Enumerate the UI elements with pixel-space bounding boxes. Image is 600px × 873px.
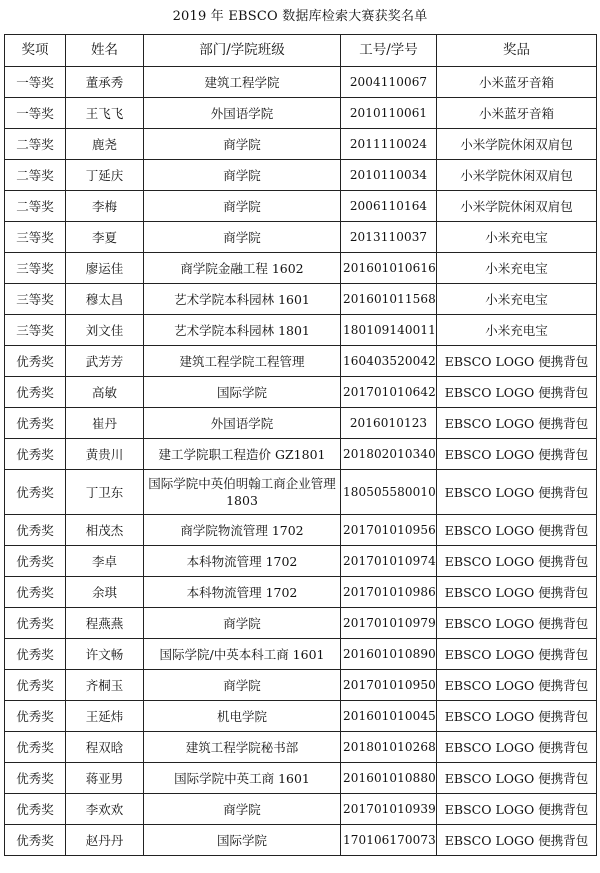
table-row — [5, 546, 597, 577]
department-cell: 本科物流管理 1702 — [144, 577, 341, 608]
header-department: 部门/学院班级 — [144, 35, 341, 67]
department-cell: 本科物流管理 1702 — [144, 546, 341, 577]
name-cell: 李夏 — [66, 222, 144, 253]
header-prize: 奖品 — [437, 35, 597, 67]
id-cell: 201701010986 — [341, 577, 437, 608]
department-cell: 建筑工程学院秘书部 — [144, 732, 341, 763]
award-cell: 优秀奖 — [5, 346, 66, 377]
award-cell: 优秀奖 — [5, 577, 66, 608]
table-row — [5, 639, 597, 670]
id-cell: 201701010950 — [341, 670, 437, 701]
table-row — [5, 191, 597, 222]
table-row — [5, 408, 597, 439]
header-id: 工号/学号 — [341, 35, 437, 67]
name-cell: 刘文佳 — [66, 315, 144, 346]
department-cell: 商学院 — [144, 129, 341, 160]
name-cell: 程双晗 — [66, 732, 144, 763]
id-cell: 170106170073 — [341, 825, 437, 856]
table-row — [5, 470, 597, 515]
department-cell: 外国语学院 — [144, 408, 341, 439]
id-cell: 201701010956 — [341, 515, 437, 546]
id-cell: 160403520042 — [341, 346, 437, 377]
award-cell: 优秀奖 — [5, 794, 66, 825]
prize-cell: EBSCO LOGO 便携背包 — [437, 732, 597, 763]
prize-cell: EBSCO LOGO 便携背包 — [437, 515, 597, 546]
id-cell: 201701010939 — [341, 794, 437, 825]
award-cell: 优秀奖 — [5, 732, 66, 763]
table-row — [5, 129, 597, 160]
prize-cell: EBSCO LOGO 便携背包 — [437, 763, 597, 794]
department-cell: 外国语学院 — [144, 98, 341, 129]
prize-cell: EBSCO LOGO 便携背包 — [437, 794, 597, 825]
table-row — [5, 825, 597, 856]
table-row — [5, 732, 597, 763]
prize-cell: EBSCO LOGO 便携背包 — [437, 377, 597, 408]
table-row — [5, 794, 597, 825]
winners-table — [4, 34, 597, 856]
id-cell: 201701010974 — [341, 546, 437, 577]
name-cell: 穆太昌 — [66, 284, 144, 315]
department-cell: 国际学院/中英本科工商 1601 — [144, 639, 341, 670]
name-cell: 李卓 — [66, 546, 144, 577]
id-cell: 2006110164 — [341, 191, 437, 222]
name-cell: 董承秀 — [66, 67, 144, 98]
prize-cell: EBSCO LOGO 便携背包 — [437, 439, 597, 470]
prize-cell: 小米学院休闲双肩包 — [437, 129, 597, 160]
prize-cell: EBSCO LOGO 便携背包 — [437, 470, 597, 515]
prize-cell: 小米蓝牙音箱 — [437, 98, 597, 129]
name-cell: 丁延庆 — [66, 160, 144, 191]
id-cell: 201802010340 — [341, 439, 437, 470]
department-cell: 商学院 — [144, 608, 341, 639]
id-cell: 180505580010 — [341, 470, 437, 515]
table-row — [5, 608, 597, 639]
prize-cell: EBSCO LOGO 便携背包 — [437, 639, 597, 670]
table-row — [5, 439, 597, 470]
name-cell: 李梅 — [66, 191, 144, 222]
department-cell: 建工学院职工程造价 GZ1801 — [144, 439, 341, 470]
table-row — [5, 577, 597, 608]
award-cell: 二等奖 — [5, 129, 66, 160]
department-cell: 商学院 — [144, 670, 341, 701]
award-cell: 三等奖 — [5, 253, 66, 284]
department-cell: 商学院物流管理 1702 — [144, 515, 341, 546]
table-row — [5, 701, 597, 732]
id-cell: 180109140011 — [341, 315, 437, 346]
name-cell: 鹿尧 — [66, 129, 144, 160]
award-cell: 一等奖 — [5, 67, 66, 98]
award-cell: 优秀奖 — [5, 701, 66, 732]
name-cell: 武芳芳 — [66, 346, 144, 377]
name-cell: 齐桐玉 — [66, 670, 144, 701]
department-cell: 建筑工程学院 — [144, 67, 341, 98]
table-row — [5, 222, 597, 253]
id-cell: 2016010123 — [341, 408, 437, 439]
id-cell: 2013110037 — [341, 222, 437, 253]
id-cell: 201701010642 — [341, 377, 437, 408]
name-cell: 王延炜 — [66, 701, 144, 732]
department-cell: 艺术学院本科园林 1601 — [144, 284, 341, 315]
department-cell: 商学院 — [144, 191, 341, 222]
table-row — [5, 67, 597, 98]
award-cell: 二等奖 — [5, 160, 66, 191]
prize-cell: 小米充电宝 — [437, 253, 597, 284]
table-row — [5, 377, 597, 408]
id-cell: 2004110067 — [341, 67, 437, 98]
name-cell: 赵丹丹 — [66, 825, 144, 856]
award-cell: 优秀奖 — [5, 608, 66, 639]
award-cell: 优秀奖 — [5, 546, 66, 577]
department-cell: 商学院 — [144, 222, 341, 253]
table-row — [5, 763, 597, 794]
award-cell: 三等奖 — [5, 315, 66, 346]
award-cell: 二等奖 — [5, 191, 66, 222]
table-row — [5, 253, 597, 284]
award-cell: 优秀奖 — [5, 408, 66, 439]
prize-cell: EBSCO LOGO 便携背包 — [437, 577, 597, 608]
prize-cell: EBSCO LOGO 便携背包 — [437, 546, 597, 577]
id-cell: 201601010880 — [341, 763, 437, 794]
prize-cell: EBSCO LOGO 便携背包 — [437, 346, 597, 377]
prize-cell: 小米充电宝 — [437, 284, 597, 315]
name-cell: 余琪 — [66, 577, 144, 608]
name-cell: 王飞飞 — [66, 98, 144, 129]
table-row — [5, 98, 597, 129]
id-cell: 201601011568 — [341, 284, 437, 315]
prize-cell: 小米充电宝 — [437, 222, 597, 253]
award-cell: 优秀奖 — [5, 439, 66, 470]
name-cell: 相茂杰 — [66, 515, 144, 546]
award-cell: 三等奖 — [5, 222, 66, 253]
department-cell: 国际学院 — [144, 825, 341, 856]
name-cell: 蒋亚男 — [66, 763, 144, 794]
prize-cell: 小米学院休闲双肩包 — [437, 160, 597, 191]
award-cell: 优秀奖 — [5, 377, 66, 408]
prize-cell: EBSCO LOGO 便携背包 — [437, 608, 597, 639]
id-cell: 201701010979 — [341, 608, 437, 639]
award-cell: 优秀奖 — [5, 470, 66, 515]
award-cell: 优秀奖 — [5, 670, 66, 701]
name-cell: 高敏 — [66, 377, 144, 408]
department-cell: 国际学院中英伯明翰工商企业管理 1803 — [144, 470, 341, 515]
department-cell: 机电学院 — [144, 701, 341, 732]
award-cell: 优秀奖 — [5, 825, 66, 856]
name-cell: 黄贵川 — [66, 439, 144, 470]
id-cell: 2010110034 — [341, 160, 437, 191]
name-cell: 丁卫东 — [66, 470, 144, 515]
table-row — [5, 670, 597, 701]
prize-cell: 小米充电宝 — [437, 315, 597, 346]
award-cell: 优秀奖 — [5, 763, 66, 794]
table-header-row — [5, 35, 597, 67]
header-name: 姓名 — [66, 35, 144, 67]
name-cell: 程燕燕 — [66, 608, 144, 639]
award-cell: 一等奖 — [5, 98, 66, 129]
prize-cell: 小米蓝牙音箱 — [437, 67, 597, 98]
prize-cell: EBSCO LOGO 便携背包 — [437, 701, 597, 732]
table-row — [5, 160, 597, 191]
header-award: 奖项 — [5, 35, 66, 67]
prize-cell: EBSCO LOGO 便携背包 — [437, 825, 597, 856]
department-cell: 商学院 — [144, 160, 341, 191]
table-row — [5, 315, 597, 346]
table-body — [5, 67, 597, 856]
department-cell: 国际学院中英工商 1601 — [144, 763, 341, 794]
prize-cell: EBSCO LOGO 便携背包 — [437, 408, 597, 439]
id-cell: 2011110024 — [341, 129, 437, 160]
table-row — [5, 346, 597, 377]
id-cell: 201601010616 — [341, 253, 437, 284]
award-cell: 优秀奖 — [5, 639, 66, 670]
prize-cell: EBSCO LOGO 便携背包 — [437, 670, 597, 701]
prize-cell: 小米学院休闲双肩包 — [437, 191, 597, 222]
id-cell: 2010110061 — [341, 98, 437, 129]
department-cell: 建筑工程学院工程管理 — [144, 346, 341, 377]
table-row — [5, 515, 597, 546]
name-cell: 许文畅 — [66, 639, 144, 670]
name-cell: 廖运佳 — [66, 253, 144, 284]
id-cell: 201601010890 — [341, 639, 437, 670]
name-cell: 崔丹 — [66, 408, 144, 439]
department-cell: 商学院 — [144, 794, 341, 825]
department-cell: 艺术学院本科园林 1801 — [144, 315, 341, 346]
name-cell: 李欢欢 — [66, 794, 144, 825]
id-cell: 201601010045 — [341, 701, 437, 732]
id-cell: 201801010268 — [341, 732, 437, 763]
document-title: 2019 年 EBSCO 数据库检索大赛获奖名单 — [172, 9, 428, 24]
department-cell: 商学院金融工程 1602 — [144, 253, 341, 284]
department-cell: 国际学院 — [144, 377, 341, 408]
table-row — [5, 284, 597, 315]
award-cell: 三等奖 — [5, 284, 66, 315]
award-cell: 优秀奖 — [5, 515, 66, 546]
